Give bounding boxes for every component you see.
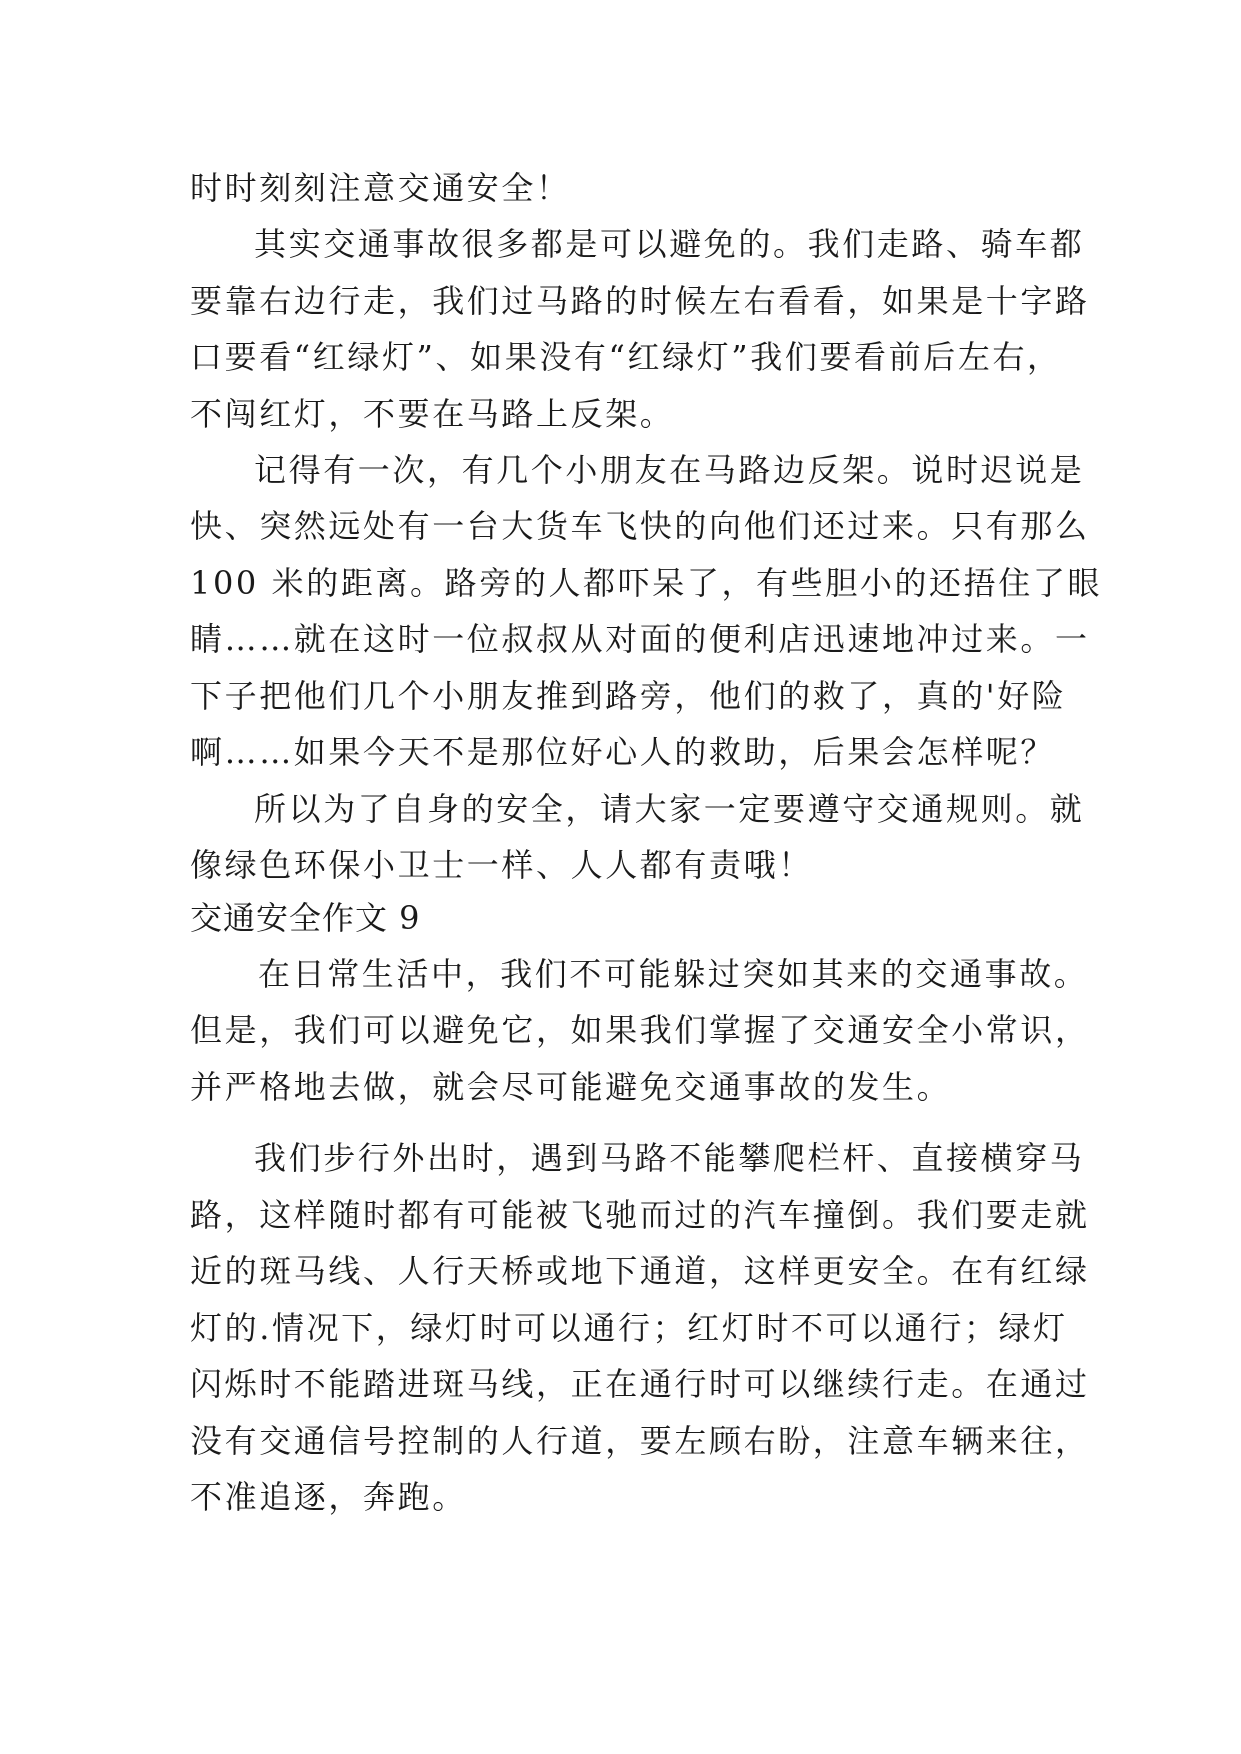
text-line: 近的斑马线、人行天桥或地下通道，这样更安全。在有红绿	[190, 1252, 1090, 1290]
text-line: 睛……就在这时一位叔叔从对面的便利店迅速地冲过来。一	[190, 620, 1090, 658]
text-line: 像绿色环保小卫士一样、人人都有责哦！	[190, 846, 813, 884]
paragraph-start-line: 我们步行外出时，遇到马路不能攀爬栏杆、直接横穿马	[254, 1139, 1085, 1177]
paragraph-start-line: 其实交通事故很多都是可以避免的。我们走路、骑车都	[254, 225, 1085, 263]
text-line: 并严格地去做，就会尽可能避免交通事故的发生。	[190, 1068, 952, 1106]
text-line: 不闯红灯，不要在马路上反架。	[190, 395, 675, 433]
text-line: 灯的.情况下，绿灯时可以通行；红灯时不可以通行；绿灯	[190, 1309, 1068, 1347]
text-line: 快、突然远处有一台大货车飞快的向他们还过来。只有那么	[190, 507, 1090, 545]
text-line: 没有交通信号控制的人行道，要左顾右盼，注意车辆来往，	[190, 1422, 1090, 1460]
text-line: 下子把他们几个小朋友推到路旁，他们的救了，真的'好险	[190, 677, 1067, 715]
text-line: 时时刻刻注意交通安全！	[190, 169, 571, 207]
text-line: 但是，我们可以避免它，如果我们掌握了交通安全小常识，	[190, 1011, 1090, 1049]
paragraph-start-line: 记得有一次，有几个小朋友在马路边反架。说时迟说是	[254, 451, 1085, 489]
text-line: 路，这样随时都有可能被飞驰而过的汽车撞倒。我们要走就	[190, 1196, 1090, 1234]
text-line: 啊……如果今天不是那位好心人的救助，后果会怎样呢？	[190, 733, 1056, 771]
paragraph-start-line: 所以为了自身的安全，请大家一定要遵守交通规则。就	[254, 790, 1085, 828]
text-line: 100 米的距离。路旁的人都吓呆了，有些胆小的还捂住了眼	[190, 564, 1103, 602]
section-heading: 交通安全作文 9	[190, 899, 421, 937]
paragraph-start-line: 在日常生活中，我们不可能躲过突如其来的交通事故。	[258, 955, 1089, 993]
text-line: 不准追逐，奔跑。	[190, 1478, 467, 1516]
text-line: 口要看“红绿灯”、如果没有“红绿灯”我们要看前后左右，	[190, 338, 1062, 376]
text-line: 闪烁时不能踏进斑马线，正在通行时可以继续行走。在通过	[190, 1365, 1090, 1403]
text-line: 要靠右边行走，我们过马路的时候左右看看，如果是十字路	[190, 282, 1090, 320]
